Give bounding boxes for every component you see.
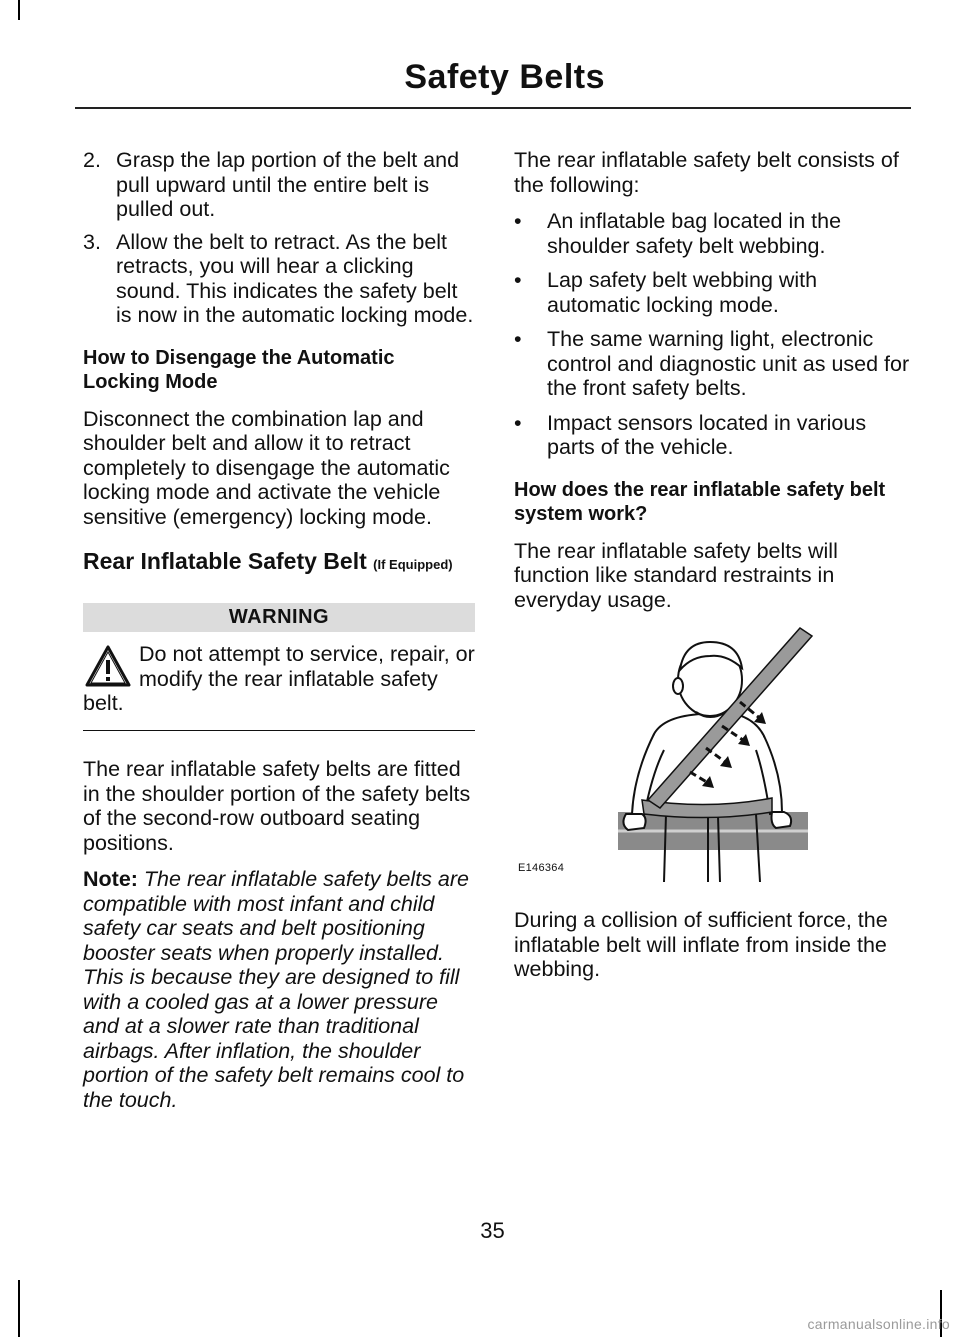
list-item-text: An inflatable bag located in the shoulder safety belt webbing. xyxy=(547,209,842,258)
warning-text: Do not attempt to service, repair, or modify the rear inflatable safety belt. xyxy=(83,642,475,715)
bullet-symbol: • xyxy=(514,268,522,292)
warning-triangle-icon xyxy=(85,644,131,688)
list-item xyxy=(514,327,910,401)
watermark: carmanualsonline.info xyxy=(807,1316,950,1332)
collision-paragraph: During a collision of sufficient force, the inflatable belt will inflate from inside the webbing. xyxy=(514,908,888,981)
step-item xyxy=(83,230,475,328)
crop-mark-top-left xyxy=(18,0,20,20)
step-text: Grasp the lap portion of the belt and pull upward until the entire belt is pulled out. xyxy=(116,148,460,221)
warning-divider xyxy=(83,730,475,731)
list-item-text: Impact sensors located in various parts of the vehicle. xyxy=(547,410,867,459)
fitted-paragraph: The rear inflatable safety belts are fitted in the shoulder portion of the safety belts of the second-row outboard seating positions. xyxy=(83,757,471,855)
note-text: The rear inflatable safety belts are compatible with most infant and child safety car seats and belt positioning booster seats when properly installed. This is because they are designed to fill with a cooled gas at a lower pressure and at a slower rate than traditional airbags. After inflation, the shoulder portion of the safety belt remains cool to the touch. xyxy=(83,867,469,1112)
crop-mark-bottom-left xyxy=(18,1280,20,1337)
section-heading xyxy=(83,547,475,579)
right-column xyxy=(514,148,910,994)
warning-box xyxy=(83,632,475,722)
note-paragraph xyxy=(83,867,475,1112)
section-heading-suffix: (If Equipped) xyxy=(373,557,453,572)
list-item xyxy=(514,209,910,258)
disengage-paragraph: Disconnect the combination lap and shoulder belt and allow it to retract completely to disengage the automatic locking mode and activate the vehicle sensitive (emergency) locking mode. xyxy=(83,406,450,529)
list-item xyxy=(514,268,910,317)
bullet-symbol: • xyxy=(514,410,522,435)
page-title: Safety Belts xyxy=(404,58,605,96)
disengage-heading: How to Disengage the Automatic Locking Mode xyxy=(83,346,395,393)
step-number: 3. xyxy=(83,229,101,254)
list-item-text: The same warning light, electronic control and diagnostic unit as used for the front safety belts. xyxy=(547,327,910,400)
list-item-text: Lap safety belt webbing with automatic locking mode. xyxy=(547,268,818,317)
note-label: Note: xyxy=(83,867,138,891)
section-heading-text: Rear Inflatable Safety Belt xyxy=(83,548,367,574)
figure-code: E146364 xyxy=(518,861,565,874)
inflatable-belt-illustration xyxy=(514,624,910,886)
step-item xyxy=(83,148,475,222)
child-seatbelt-illustration xyxy=(514,624,910,886)
step-number: 2. xyxy=(83,148,101,172)
header-divider xyxy=(75,107,911,109)
step-text: Allow the belt to retract. As the belt retracts, you will hear a clicking sound. This indicates the safety belt is now in the automatic locking mode. xyxy=(116,229,474,327)
page-number: 35 xyxy=(480,1218,505,1243)
how-heading: How does the rear inflatable safety belt system work? xyxy=(514,478,886,525)
bullet-symbol: • xyxy=(514,209,522,233)
left-column xyxy=(83,148,475,1124)
list-item xyxy=(514,411,910,460)
consists-paragraph: The rear inflatable safety belt consists of the following: xyxy=(514,148,899,197)
warning-label: WARNING xyxy=(83,603,475,632)
how-paragraph: The rear inflatable safety belts will function like standard restraints in everyday usage. xyxy=(514,538,838,612)
bullet-symbol: • xyxy=(514,327,522,351)
